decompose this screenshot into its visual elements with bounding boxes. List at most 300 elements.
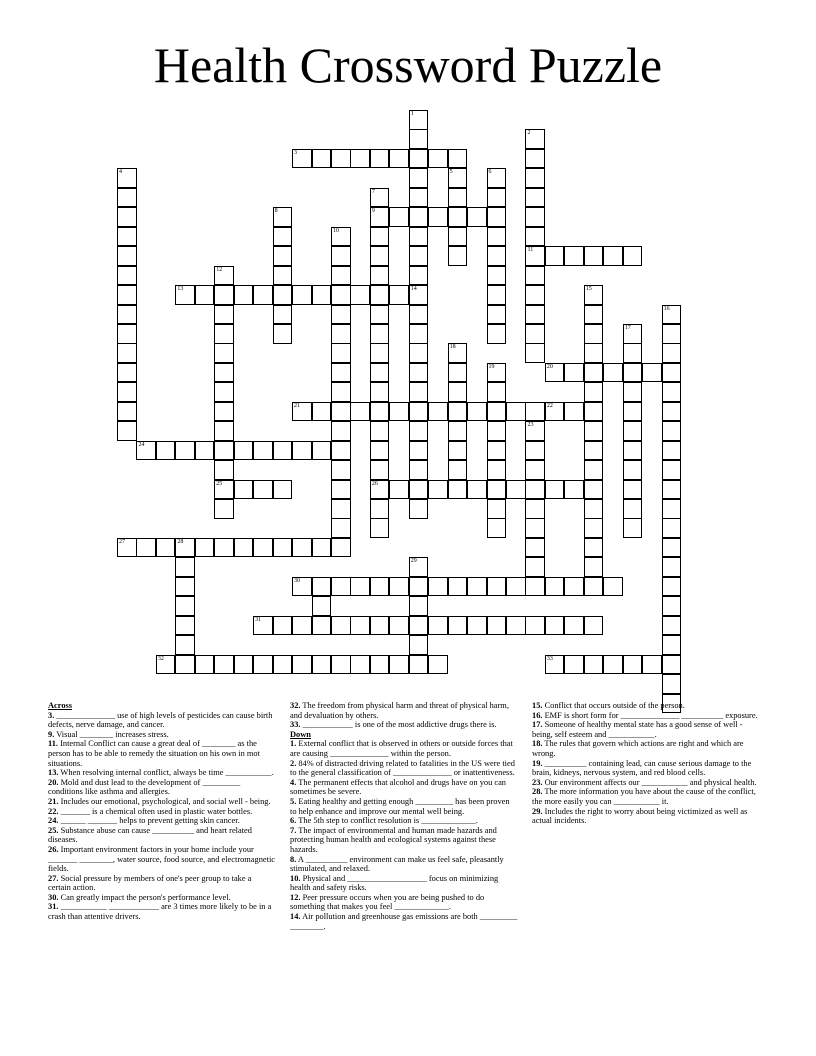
grid-cell[interactable] — [584, 246, 604, 266]
grid-cell[interactable] — [312, 149, 332, 169]
grid-cell[interactable] — [389, 616, 409, 636]
grid-cell[interactable] — [214, 480, 234, 500]
grid-cell[interactable] — [370, 518, 390, 538]
grid-cell[interactable] — [234, 655, 254, 675]
grid-cell[interactable] — [253, 616, 273, 636]
grid-cell[interactable] — [525, 227, 545, 247]
grid-cell[interactable] — [545, 363, 565, 383]
grid-cell[interactable] — [331, 149, 351, 169]
grid-cell[interactable] — [214, 421, 234, 441]
grid-cell[interactable] — [136, 441, 156, 461]
grid-cell[interactable] — [175, 285, 195, 305]
grid-cell[interactable] — [448, 441, 468, 461]
grid-cell[interactable] — [662, 460, 682, 480]
grid-cell[interactable] — [409, 557, 429, 577]
grid-cell[interactable] — [292, 285, 312, 305]
grid-cell[interactable] — [409, 596, 429, 616]
grid-cell[interactable] — [370, 616, 390, 636]
grid-cell[interactable] — [623, 518, 643, 538]
grid-cell[interactable] — [409, 129, 429, 149]
grid-cell[interactable] — [117, 207, 137, 227]
grid-cell[interactable] — [564, 363, 584, 383]
grid-cell[interactable] — [331, 655, 351, 675]
grid-cell[interactable] — [584, 557, 604, 577]
grid-cell[interactable] — [331, 441, 351, 461]
grid-cell[interactable] — [448, 402, 468, 422]
grid-cell[interactable] — [409, 441, 429, 461]
grid-cell[interactable] — [584, 538, 604, 558]
grid-cell[interactable] — [331, 538, 351, 558]
grid-cell[interactable] — [545, 616, 565, 636]
grid-cell[interactable] — [312, 577, 332, 597]
grid-cell[interactable] — [564, 616, 584, 636]
grid-cell[interactable] — [117, 421, 137, 441]
grid-cell[interactable] — [487, 518, 507, 538]
grid-cell[interactable] — [662, 518, 682, 538]
grid-cell[interactable] — [312, 596, 332, 616]
grid-cell[interactable] — [487, 363, 507, 383]
grid-cell[interactable] — [331, 480, 351, 500]
grid-cell[interactable] — [312, 538, 332, 558]
grid-cell[interactable] — [370, 188, 390, 208]
grid-cell[interactable] — [525, 168, 545, 188]
grid-cell[interactable] — [117, 382, 137, 402]
grid-cell[interactable] — [467, 577, 487, 597]
grid-cell[interactable] — [331, 460, 351, 480]
grid-cell[interactable] — [156, 538, 176, 558]
grid-cell[interactable] — [136, 538, 156, 558]
grid-cell[interactable] — [312, 616, 332, 636]
grid-cell[interactable] — [370, 480, 390, 500]
grid-cell[interactable] — [117, 246, 137, 266]
grid-cell[interactable] — [662, 480, 682, 500]
grid-cell[interactable] — [312, 655, 332, 675]
grid-cell[interactable] — [623, 499, 643, 519]
grid-cell[interactable] — [234, 441, 254, 461]
grid-cell[interactable] — [175, 635, 195, 655]
grid-cell[interactable] — [448, 480, 468, 500]
grid-cell[interactable] — [448, 616, 468, 636]
grid-cell[interactable] — [331, 324, 351, 344]
grid-cell[interactable] — [273, 227, 293, 247]
grid-cell[interactable] — [662, 343, 682, 363]
grid-cell[interactable] — [487, 285, 507, 305]
grid-cell[interactable] — [331, 227, 351, 247]
grid-cell[interactable] — [467, 480, 487, 500]
grid-cell[interactable] — [584, 577, 604, 597]
grid-cell[interactable] — [273, 480, 293, 500]
grid-cell[interactable] — [623, 324, 643, 344]
grid-cell[interactable] — [175, 655, 195, 675]
grid-cell[interactable] — [350, 285, 370, 305]
grid-cell[interactable] — [662, 305, 682, 325]
grid-cell[interactable] — [292, 149, 312, 169]
grid-cell[interactable] — [545, 655, 565, 675]
grid-cell[interactable] — [292, 577, 312, 597]
grid-cell[interactable] — [662, 616, 682, 636]
grid-cell[interactable] — [253, 538, 273, 558]
grid-cell[interactable] — [331, 266, 351, 286]
grid-cell[interactable] — [409, 285, 429, 305]
grid-cell[interactable] — [525, 188, 545, 208]
grid-cell[interactable] — [525, 557, 545, 577]
grid-cell[interactable] — [175, 557, 195, 577]
grid-cell[interactable] — [448, 421, 468, 441]
grid-cell[interactable] — [389, 207, 409, 227]
grid-cell[interactable] — [487, 382, 507, 402]
grid-cell[interactable] — [448, 382, 468, 402]
grid-cell[interactable] — [331, 402, 351, 422]
grid-cell[interactable] — [525, 129, 545, 149]
grid-cell[interactable] — [662, 402, 682, 422]
grid-cell[interactable] — [662, 499, 682, 519]
grid-cell[interactable] — [273, 246, 293, 266]
grid-cell[interactable] — [370, 577, 390, 597]
grid-cell[interactable] — [331, 577, 351, 597]
grid-cell[interactable] — [603, 577, 623, 597]
grid-cell[interactable] — [214, 538, 234, 558]
grid-cell[interactable] — [409, 655, 429, 675]
grid-cell[interactable] — [525, 499, 545, 519]
grid-cell[interactable] — [525, 421, 545, 441]
grid-cell[interactable] — [584, 480, 604, 500]
grid-cell[interactable] — [662, 577, 682, 597]
grid-cell[interactable] — [273, 305, 293, 325]
grid-cell[interactable] — [370, 460, 390, 480]
grid-cell[interactable] — [623, 421, 643, 441]
grid-cell[interactable] — [448, 577, 468, 597]
grid-cell[interactable] — [195, 285, 215, 305]
grid-cell[interactable] — [428, 616, 448, 636]
grid-cell[interactable] — [525, 285, 545, 305]
grid-cell[interactable] — [662, 596, 682, 616]
grid-cell[interactable] — [487, 616, 507, 636]
grid-cell[interactable] — [603, 363, 623, 383]
grid-cell[interactable] — [448, 149, 468, 169]
grid-cell[interactable] — [642, 363, 662, 383]
grid-cell[interactable] — [428, 480, 448, 500]
grid-cell[interactable] — [487, 421, 507, 441]
grid-cell[interactable] — [487, 402, 507, 422]
grid-cell[interactable] — [525, 616, 545, 636]
grid-cell[interactable] — [234, 538, 254, 558]
grid-cell[interactable] — [370, 227, 390, 247]
grid-cell[interactable] — [467, 207, 487, 227]
grid-cell[interactable] — [584, 655, 604, 675]
grid-cell[interactable] — [350, 616, 370, 636]
grid-cell[interactable] — [273, 441, 293, 461]
grid-cell[interactable] — [487, 324, 507, 344]
grid-cell[interactable] — [175, 441, 195, 461]
grid-cell[interactable] — [117, 324, 137, 344]
grid-cell[interactable] — [117, 363, 137, 383]
grid-cell[interactable] — [662, 441, 682, 461]
grid-cell[interactable] — [662, 635, 682, 655]
grid-cell[interactable] — [253, 480, 273, 500]
grid-cell[interactable] — [662, 538, 682, 558]
grid-cell[interactable] — [545, 402, 565, 422]
grid-cell[interactable] — [623, 480, 643, 500]
grid-cell[interactable] — [525, 305, 545, 325]
grid-cell[interactable] — [487, 207, 507, 227]
grid-cell[interactable] — [409, 421, 429, 441]
grid-cell[interactable] — [409, 460, 429, 480]
grid-cell[interactable] — [214, 343, 234, 363]
grid-cell[interactable] — [545, 577, 565, 597]
grid-cell[interactable] — [370, 266, 390, 286]
grid-cell[interactable] — [273, 616, 293, 636]
grid-cell[interactable] — [662, 674, 682, 694]
grid-cell[interactable] — [370, 149, 390, 169]
grid-cell[interactable] — [175, 538, 195, 558]
grid-cell[interactable] — [525, 538, 545, 558]
grid-cell[interactable] — [214, 324, 234, 344]
grid-cell[interactable] — [214, 266, 234, 286]
grid-cell[interactable] — [525, 324, 545, 344]
grid-cell[interactable] — [525, 480, 545, 500]
grid-cell[interactable] — [662, 557, 682, 577]
grid-cell[interactable] — [117, 266, 137, 286]
grid-cell[interactable] — [487, 266, 507, 286]
grid-cell[interactable] — [370, 421, 390, 441]
grid-cell[interactable] — [409, 168, 429, 188]
grid-cell[interactable] — [350, 149, 370, 169]
grid-cell[interactable] — [525, 246, 545, 266]
grid-cell[interactable] — [584, 499, 604, 519]
grid-cell[interactable] — [370, 441, 390, 461]
grid-cell[interactable] — [409, 616, 429, 636]
grid-cell[interactable] — [525, 460, 545, 480]
grid-cell[interactable] — [506, 577, 526, 597]
grid-cell[interactable] — [487, 480, 507, 500]
grid-cell[interactable] — [370, 246, 390, 266]
grid-cell[interactable] — [564, 655, 584, 675]
grid-cell[interactable] — [487, 460, 507, 480]
grid-cell[interactable] — [623, 382, 643, 402]
grid-cell[interactable] — [350, 402, 370, 422]
grid-cell[interactable] — [331, 421, 351, 441]
grid-cell[interactable] — [350, 655, 370, 675]
grid-cell[interactable] — [409, 402, 429, 422]
grid-cell[interactable] — [117, 285, 137, 305]
grid-cell[interactable] — [234, 480, 254, 500]
grid-cell[interactable] — [623, 441, 643, 461]
grid-cell[interactable] — [370, 343, 390, 363]
grid-cell[interactable] — [292, 538, 312, 558]
grid-cell[interactable] — [487, 499, 507, 519]
grid-cell[interactable] — [389, 480, 409, 500]
grid-cell[interactable] — [409, 149, 429, 169]
grid-cell[interactable] — [662, 655, 682, 675]
grid-cell[interactable] — [331, 499, 351, 519]
grid-cell[interactable] — [409, 480, 429, 500]
grid-cell[interactable] — [331, 518, 351, 538]
grid-cell[interactable] — [409, 324, 429, 344]
grid-cell[interactable] — [623, 655, 643, 675]
grid-cell[interactable] — [273, 266, 293, 286]
grid-cell[interactable] — [584, 616, 604, 636]
grid-cell[interactable] — [584, 421, 604, 441]
grid-cell[interactable] — [525, 518, 545, 538]
grid-cell[interactable] — [234, 285, 254, 305]
grid-cell[interactable] — [584, 460, 604, 480]
grid-cell[interactable] — [525, 402, 545, 422]
grid-cell[interactable] — [389, 655, 409, 675]
grid-cell[interactable] — [214, 655, 234, 675]
grid-cell[interactable] — [331, 363, 351, 383]
grid-cell[interactable] — [428, 402, 448, 422]
grid-cell[interactable] — [409, 382, 429, 402]
grid-cell[interactable] — [331, 246, 351, 266]
grid-cell[interactable] — [662, 421, 682, 441]
grid-cell[interactable] — [195, 655, 215, 675]
grid-cell[interactable] — [214, 402, 234, 422]
grid-cell[interactable] — [214, 499, 234, 519]
grid-cell[interactable] — [584, 305, 604, 325]
grid-cell[interactable] — [331, 285, 351, 305]
grid-cell[interactable] — [117, 227, 137, 247]
grid-cell[interactable] — [525, 149, 545, 169]
grid-cell[interactable] — [273, 207, 293, 227]
grid-cell[interactable] — [214, 285, 234, 305]
grid-cell[interactable] — [448, 168, 468, 188]
grid-cell[interactable] — [448, 207, 468, 227]
grid-cell[interactable] — [292, 402, 312, 422]
grid-cell[interactable] — [584, 324, 604, 344]
grid-cell[interactable] — [331, 382, 351, 402]
grid-cell[interactable] — [584, 343, 604, 363]
grid-cell[interactable] — [506, 402, 526, 422]
grid-cell[interactable] — [175, 616, 195, 636]
grid-cell[interactable] — [428, 655, 448, 675]
grid-cell[interactable] — [584, 382, 604, 402]
grid-cell[interactable] — [370, 499, 390, 519]
grid-cell[interactable] — [584, 285, 604, 305]
grid-cell[interactable] — [214, 382, 234, 402]
grid-cell[interactable] — [370, 305, 390, 325]
grid-cell[interactable] — [467, 616, 487, 636]
grid-cell[interactable] — [409, 227, 429, 247]
grid-cell[interactable] — [350, 577, 370, 597]
grid-cell[interactable] — [370, 655, 390, 675]
grid-cell[interactable] — [525, 343, 545, 363]
grid-cell[interactable] — [292, 655, 312, 675]
grid-cell[interactable] — [525, 577, 545, 597]
grid-cell[interactable] — [545, 480, 565, 500]
grid-cell[interactable] — [292, 441, 312, 461]
grid-cell[interactable] — [253, 285, 273, 305]
grid-cell[interactable] — [642, 655, 662, 675]
grid-cell[interactable] — [409, 305, 429, 325]
grid-cell[interactable] — [253, 655, 273, 675]
grid-cell[interactable] — [331, 305, 351, 325]
grid-cell[interactable] — [370, 402, 390, 422]
grid-cell[interactable] — [370, 324, 390, 344]
grid-cell[interactable] — [584, 441, 604, 461]
grid-cell[interactable] — [584, 363, 604, 383]
grid-cell[interactable] — [117, 188, 137, 208]
grid-cell[interactable] — [331, 343, 351, 363]
grid-cell[interactable] — [409, 499, 429, 519]
grid-cell[interactable] — [409, 266, 429, 286]
grid-cell[interactable] — [409, 363, 429, 383]
grid-cell[interactable] — [409, 246, 429, 266]
grid-cell[interactable] — [525, 266, 545, 286]
grid-cell[interactable] — [312, 285, 332, 305]
grid-cell[interactable] — [312, 441, 332, 461]
grid-cell[interactable] — [214, 441, 234, 461]
grid-cell[interactable] — [409, 635, 429, 655]
grid-cell[interactable] — [564, 480, 584, 500]
grid-cell[interactable] — [448, 188, 468, 208]
grid-cell[interactable] — [370, 363, 390, 383]
grid-cell[interactable] — [273, 324, 293, 344]
grid-cell[interactable] — [428, 207, 448, 227]
grid-cell[interactable] — [584, 518, 604, 538]
grid-cell[interactable] — [117, 305, 137, 325]
grid-cell[interactable] — [195, 538, 215, 558]
grid-cell[interactable] — [117, 168, 137, 188]
grid-cell[interactable] — [409, 343, 429, 363]
grid-cell[interactable] — [370, 382, 390, 402]
grid-cell[interactable] — [428, 577, 448, 597]
grid-cell[interactable] — [623, 402, 643, 422]
grid-cell[interactable] — [662, 363, 682, 383]
grid-cell[interactable] — [389, 149, 409, 169]
grid-cell[interactable] — [253, 441, 273, 461]
grid-cell[interactable] — [331, 616, 351, 636]
grid-cell[interactable] — [428, 149, 448, 169]
grid-cell[interactable] — [525, 207, 545, 227]
grid-cell[interactable] — [623, 343, 643, 363]
grid-cell[interactable] — [448, 246, 468, 266]
grid-cell[interactable] — [506, 480, 526, 500]
grid-cell[interactable] — [584, 402, 604, 422]
grid-cell[interactable] — [292, 616, 312, 636]
grid-cell[interactable] — [487, 227, 507, 247]
grid-cell[interactable] — [448, 343, 468, 363]
grid-cell[interactable] — [117, 538, 137, 558]
grid-cell[interactable] — [487, 441, 507, 461]
grid-cell[interactable] — [603, 655, 623, 675]
grid-cell[interactable] — [312, 402, 332, 422]
grid-cell[interactable] — [273, 285, 293, 305]
grid-cell[interactable] — [409, 188, 429, 208]
grid-cell[interactable] — [117, 402, 137, 422]
grid-cell[interactable] — [214, 305, 234, 325]
grid-cell[interactable] — [623, 363, 643, 383]
grid-cell[interactable] — [389, 577, 409, 597]
grid-cell[interactable] — [273, 655, 293, 675]
grid-cell[interactable] — [175, 577, 195, 597]
grid-cell[interactable] — [662, 324, 682, 344]
grid-cell[interactable] — [117, 343, 137, 363]
grid-cell[interactable] — [448, 460, 468, 480]
grid-cell[interactable] — [370, 207, 390, 227]
grid-cell[interactable] — [156, 655, 176, 675]
grid-cell[interactable] — [370, 285, 390, 305]
grid-cell[interactable] — [156, 441, 176, 461]
grid-cell[interactable] — [389, 402, 409, 422]
grid-cell[interactable] — [409, 577, 429, 597]
grid-cell[interactable] — [564, 402, 584, 422]
grid-cell[interactable] — [545, 246, 565, 266]
grid-cell[interactable] — [662, 382, 682, 402]
grid-cell[interactable] — [214, 363, 234, 383]
grid-cell[interactable] — [448, 363, 468, 383]
grid-cell[interactable] — [487, 188, 507, 208]
grid-cell[interactable] — [487, 168, 507, 188]
